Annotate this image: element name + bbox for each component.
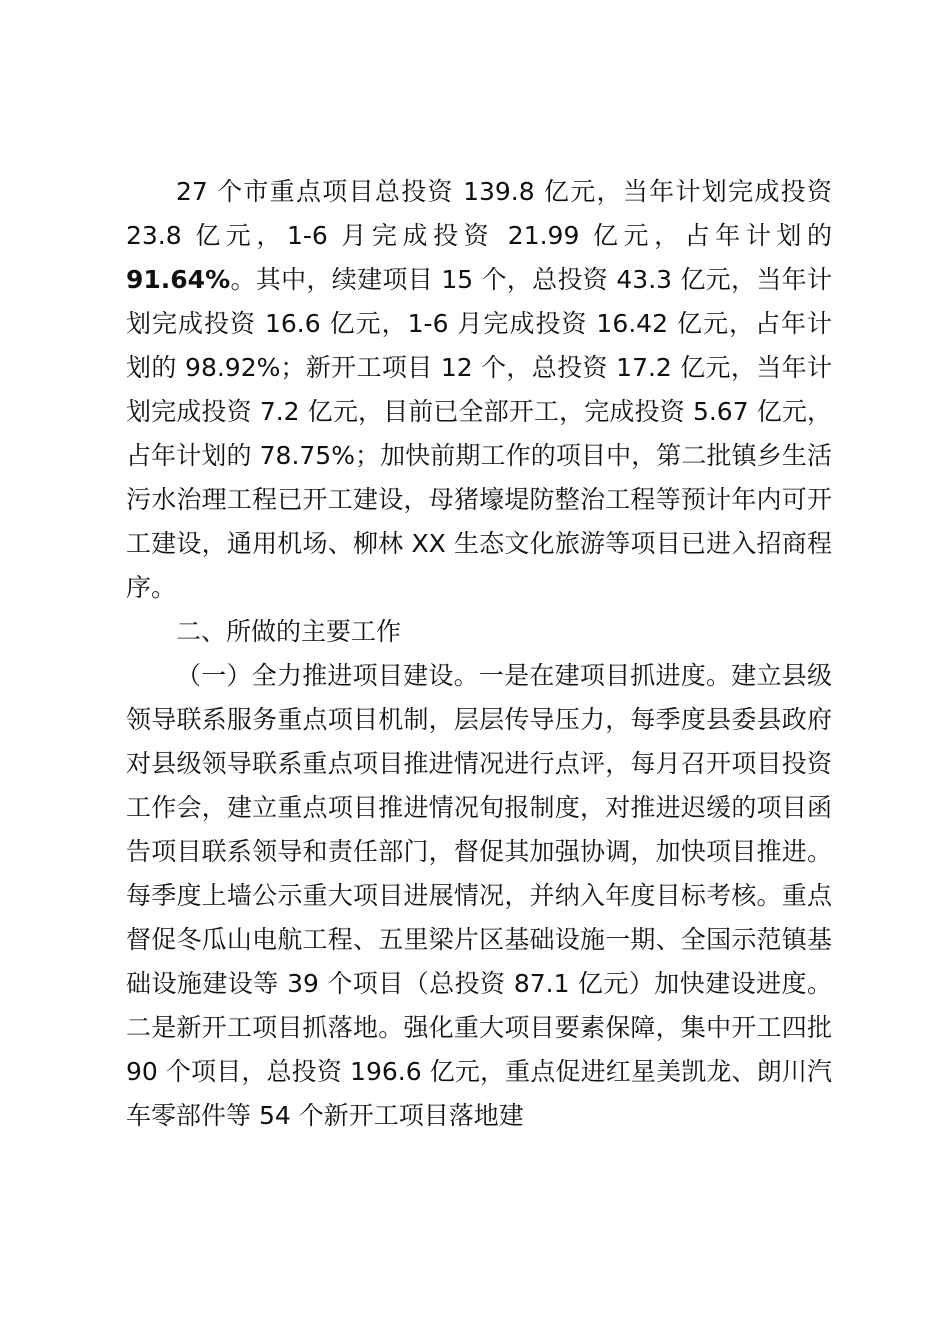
section-heading: 二、所做的主要工作 <box>176 617 402 646</box>
paragraph-text: 27 个市重点项目总投资 139.8 亿元，当年计划完成投资 23.8 亿元，1-6 月完成投资 21.99 亿元，占年计划的 <box>126 177 832 250</box>
paragraph-investment-summary <box>126 170 832 610</box>
document-body <box>126 170 832 1138</box>
paragraph-project-construction: （一）全力推进项目建设。一是在建项目抓进度。建立县级领导联系服务重点项目机制，层层传导压力，每季度县委县政府对县级领导联系重点项目推进情况进行点评，每月召开项目投资工作会，建立重点项目推进情况旬报制度，对推进迟缓的项目函告项目联系领导和责任部门，督促其加强协调，加快项目推进。每季度上墙公示重大项目进展情况，并纳入年度目标考核。重点督促冬瓜山电航工程、五里梁片区基础设施一期、全国示范镇基础设施建设等 39 个项目（总投资 87.1 亿元）加快建设进度。二是新开工项目抓落地。强化重大项目要素保障，集中开工四批 90 个项目，总投资 196.6 亿元，重点促进红星美凯龙、朗川汽车零部件等 54 个新开工项目落地建 <box>126 661 832 1130</box>
paragraph-text: 。其中，续建项目 15 个，总投资 43.3 亿元，当年计划完成投资 16.6 亿元，1-6 月完成投资 16.42 亿元，占年计划的 98.92%；新开工项目 12 个，总投资 17.2 亿元，当年计划完成投资 7.2 亿元，目前已全部开工，完成投资 5.67 亿元，占年计划的 78.75%；加快前期工作的项目中，第二批镇乡生活污水治理工程已开工建设，母猪壕堤防整治工程等预计年内可开工建设，通用机场、柳林 XX 生态文化旅游等项目已进入招商程序。 <box>126 265 832 602</box>
bold-percentage: 91.64% <box>126 265 231 294</box>
